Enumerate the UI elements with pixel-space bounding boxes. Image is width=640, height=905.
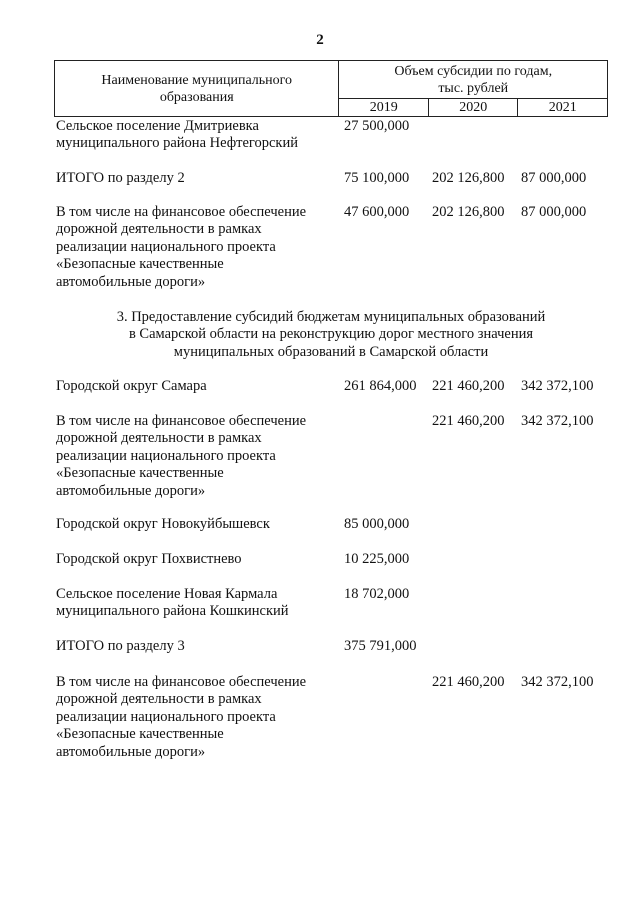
row-label-line: реализации национального проекта [56,238,276,255]
value-2019: 27 500,000 [344,118,410,134]
row-label-line: реализации национального проекта [56,708,276,725]
value-2019: 85 000,000 [344,516,410,532]
row-label-line: «Безопасные качественные [56,256,224,273]
header-volume-line1: Объем субсидии по годам, [394,63,553,79]
row-label-line: В том числе на финансовое обеспечение [56,674,307,690]
header-volume-line2: тыс. рублей [438,80,509,96]
section-title-line: в Самарской области на реконструкцию дорог местного значения [128,326,534,343]
value-2019: 261 864,000 [344,378,417,394]
value-2019: 75 100,000 [344,170,410,186]
row-label-line: дорожной деятельности в рамках [56,691,262,708]
row-label-line: Городской округ Новокуйбышевск [56,516,270,532]
row-label-line: автомобильные дороги» [56,743,206,760]
value-2019: 47 600,000 [344,204,410,220]
row-label-line: В том числе на финансовое обеспечение [56,413,307,429]
header-volume-cell [339,61,608,99]
value-2019: 10 225,000 [344,551,410,567]
header-name-cell [55,61,339,117]
row-label-line: «Безопасные качественные [56,465,224,482]
row-label-line: В том числе на финансовое обеспечение [56,204,307,220]
value-2021: 342 372,100 [521,674,594,690]
value-2020: 221 460,200 [432,674,505,690]
row-label [56,551,331,568]
row-label [56,413,331,500]
row-label-line: ИТОГО по разделу 2 [56,170,185,186]
value-2021: 87 000,000 [521,204,587,220]
row-label [56,170,331,187]
header-year-2020: 2020 [428,99,518,117]
row-label [56,204,331,291]
row-label-line: «Безопасные качественные [56,726,224,743]
row-label-line: автомобильные дороги» [56,482,206,499]
row-label-line: автомобильные дороги» [56,273,206,290]
row-label-line: муниципального района Нефтегорский [56,135,298,152]
header-name-line1: Наименование муниципального [101,72,293,88]
row-label [56,586,331,621]
row-label [56,638,331,655]
page-number: 2 [316,32,324,48]
row-label-line: муниципального района Кошкинский [56,603,289,620]
value-2019: 18 702,000 [344,586,410,602]
header-year-2019: 2019 [339,99,429,117]
header-year-2021: 2021 [518,99,608,117]
value-2019: 375 791,000 [344,638,417,654]
row-label [56,118,331,153]
section-title-line: муниципальных образований в Самарской области [173,343,489,360]
value-2021: 87 000,000 [521,170,587,186]
header-name-line2: образования [159,89,234,105]
row-label [56,378,331,395]
section-3-title [54,309,608,361]
row-label-line: дорожной деятельности в рамках [56,221,262,238]
value-2021: 342 372,100 [521,413,594,429]
value-2021: 342 372,100 [521,378,594,394]
value-2020: 221 460,200 [432,378,505,394]
row-label-line: Сельское поселение Дмитриевка [56,118,259,134]
row-label-line: реализации национального проекта [56,447,276,464]
row-label-line: ИТОГО по разделу 3 [56,638,185,654]
value-2020: 221 460,200 [432,413,505,429]
table-header [54,60,608,117]
row-label-line: Городской округ Похвистнево [56,551,242,567]
value-2020: 202 126,800 [432,204,505,220]
row-label [56,674,331,761]
row-label-line: дорожной деятельности в рамках [56,430,262,447]
row-label-line: Городской округ Самара [56,378,207,394]
section-title-line: 3. Предоставление субсидий бюджетам муниципальных образований [116,309,546,325]
row-label-line: Сельское поселение Новая Кармала [56,586,278,602]
row-label [56,516,331,533]
value-2020: 202 126,800 [432,170,505,186]
